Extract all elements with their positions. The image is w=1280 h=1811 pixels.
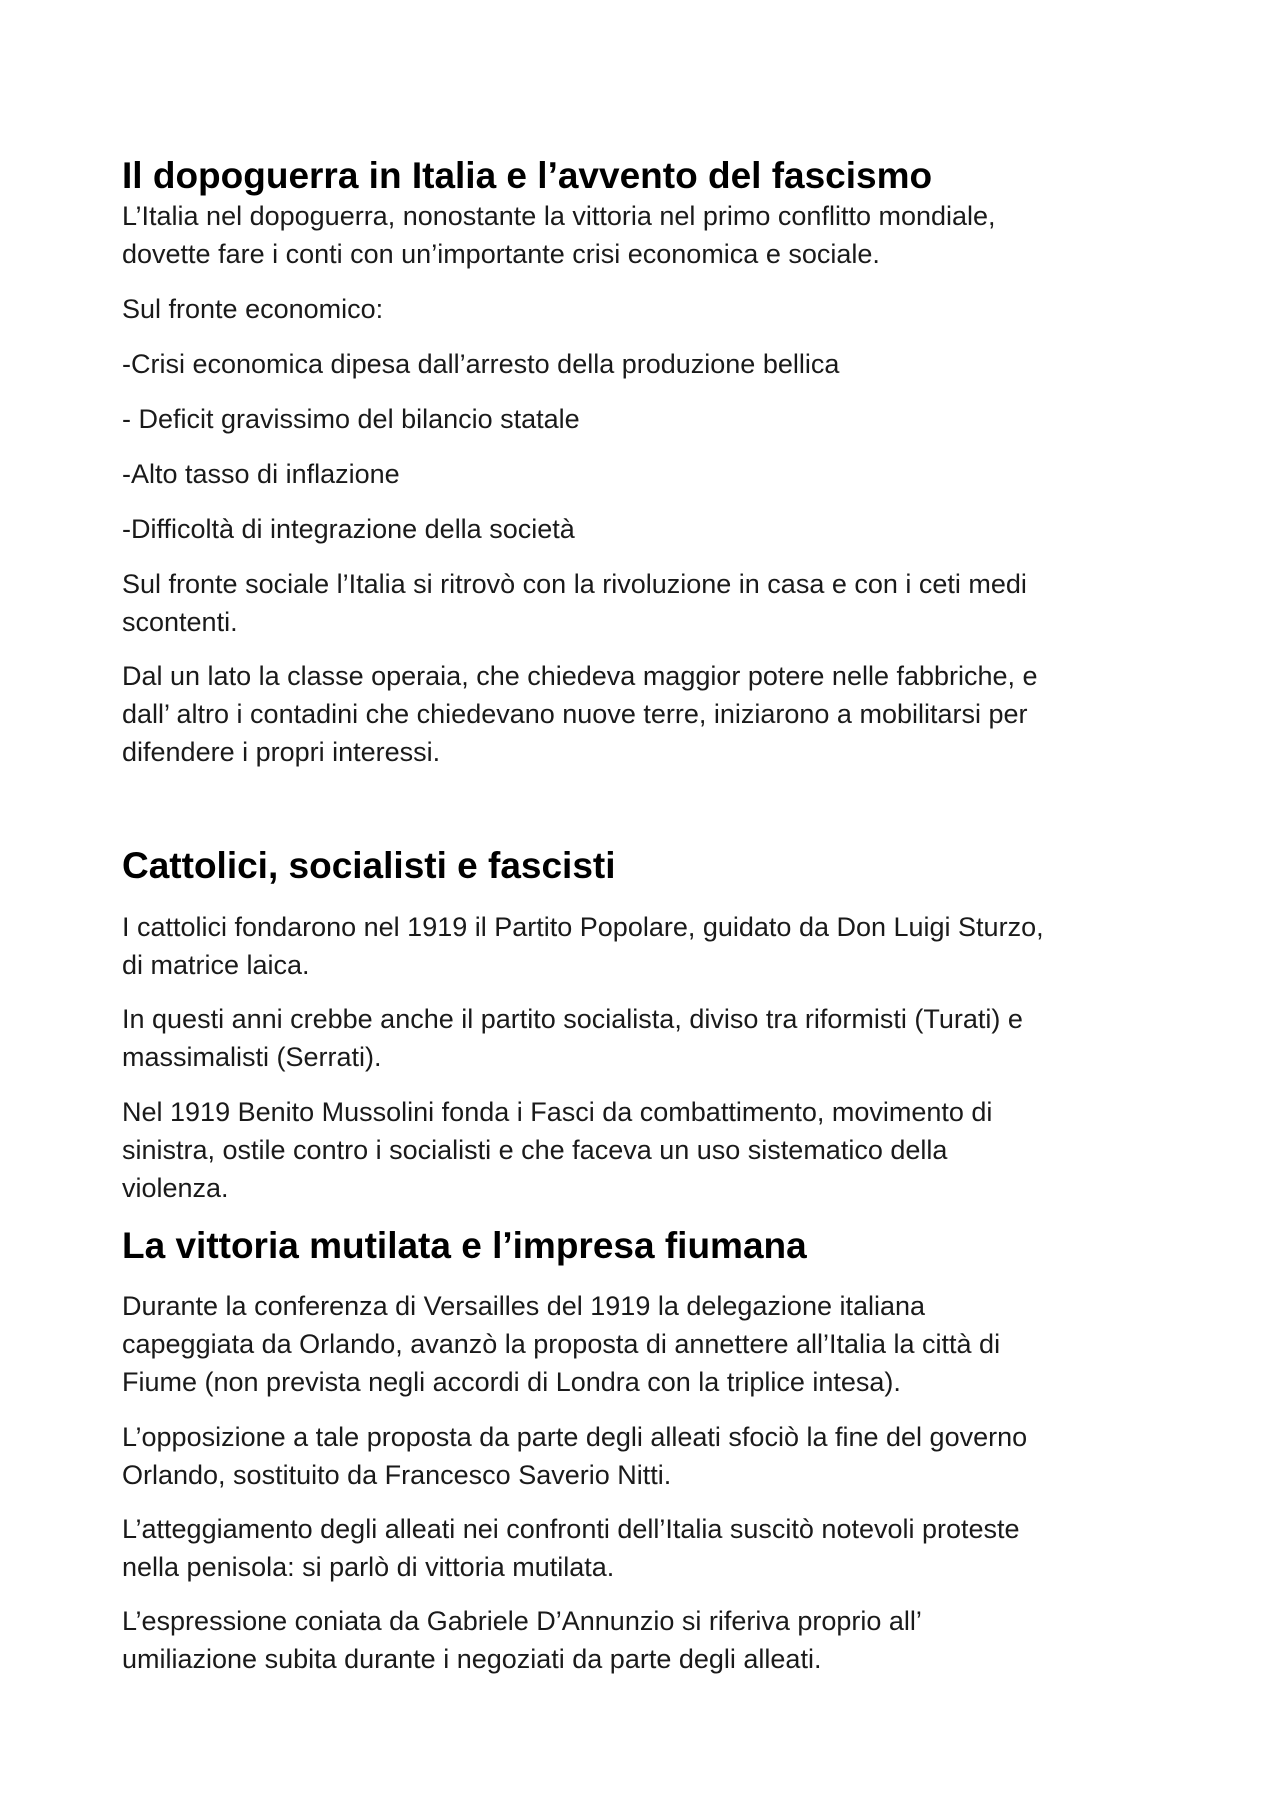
text-line: di matrice laica. xyxy=(122,950,310,980)
paragraph-attitude xyxy=(122,1510,1182,1586)
text-line: difendere i propri interessi. xyxy=(122,737,441,767)
text-line: nella penisola: si parlò di vittoria mutilata. xyxy=(122,1552,615,1582)
text-line: massimalisti (Serrati). xyxy=(122,1042,382,1072)
paragraph-classes xyxy=(122,657,1182,771)
text-line: umiliazione subita durante i negoziati da parte degli alleati. xyxy=(122,1644,822,1674)
list-item: -Difficoltà di integrazione della società xyxy=(122,514,575,544)
section-title-parties: Cattolici, socialisti e fascisti xyxy=(122,845,616,886)
paragraph-expression xyxy=(122,1602,1182,1678)
paragraph-versailles xyxy=(122,1287,1182,1401)
paragraph-fascists xyxy=(122,1093,1182,1207)
paragraph-socialists xyxy=(122,1000,1182,1076)
section-title-postwar: Il dopoguerra in Italia e l’avvento del fascismo xyxy=(122,155,933,196)
list-item: - Deficit gravissimo del bilancio statale xyxy=(122,404,580,434)
text-line: dall’ altro i contadini che chiedevano nuove terre, iniziarono a mobilitarsi per xyxy=(122,699,1028,729)
section-title-fiume: La vittoria mutilata e l’impresa fiumana xyxy=(122,1225,807,1266)
text-line: L’Italia nel dopoguerra, nonostante la vittoria nel primo conflitto mondiale, xyxy=(122,201,996,231)
economic-heading: Sul fronte economico: xyxy=(122,294,384,324)
paragraph-social xyxy=(122,565,1182,641)
text-line: Fiume (non prevista negli accordi di Londra con la triplice intesa). xyxy=(122,1367,901,1397)
text-line: L’atteggiamento degli alleati nei confronti dell’Italia suscitò notevoli proteste xyxy=(122,1514,1020,1544)
text-line: capeggiata da Orlando, avanzò la proposta di annettere all’Italia la città di xyxy=(122,1329,1001,1359)
text-line: Orlando, sostituito da Francesco Saverio Nitti. xyxy=(122,1460,672,1490)
text-line: In questi anni crebbe anche il partito socialista, diviso tra riformisti (Turati) e xyxy=(122,1004,1023,1034)
text-line: I cattolici fondarono nel 1919 il Partito Popolare, guidato da Don Luigi Sturzo, xyxy=(122,912,1044,942)
paragraph-opposition xyxy=(122,1418,1182,1494)
text-line: sinistra, ostile contro i socialisti e che faceva un uso sistematico della xyxy=(122,1135,948,1165)
text-line: scontenti. xyxy=(122,607,238,637)
text-line: Nel 1919 Benito Mussolini fonda i Fasci da combattimento, movimento di xyxy=(122,1097,993,1127)
paragraph-catholics xyxy=(122,908,1182,984)
text-line: Sul fronte sociale l’Italia si ritrovò con la rivoluzione in casa e con i ceti medi xyxy=(122,569,1027,599)
list-item: -Alto tasso di inflazione xyxy=(122,459,400,489)
text-line: L’opposizione a tale proposta da parte degli alleati sfociò la fine del governo xyxy=(122,1422,1028,1452)
paragraph-intro xyxy=(122,197,1182,273)
text-line: dovette fare i conti con un’importante crisi economica e sociale. xyxy=(122,239,880,269)
text-line: L’espressione coniata da Gabriele D’Annunzio si riferiva proprio all’ xyxy=(122,1606,922,1636)
text-line: Durante la conferenza di Versailles del 1919 la delegazione italiana xyxy=(122,1291,926,1321)
text-line: violenza. xyxy=(122,1173,229,1203)
text-line: Dal un lato la classe operaia, che chiedeva maggior potere nelle fabbriche, e xyxy=(122,661,1038,691)
list-item: -Crisi economica dipesa dall’arresto della produzione bellica xyxy=(122,349,840,379)
